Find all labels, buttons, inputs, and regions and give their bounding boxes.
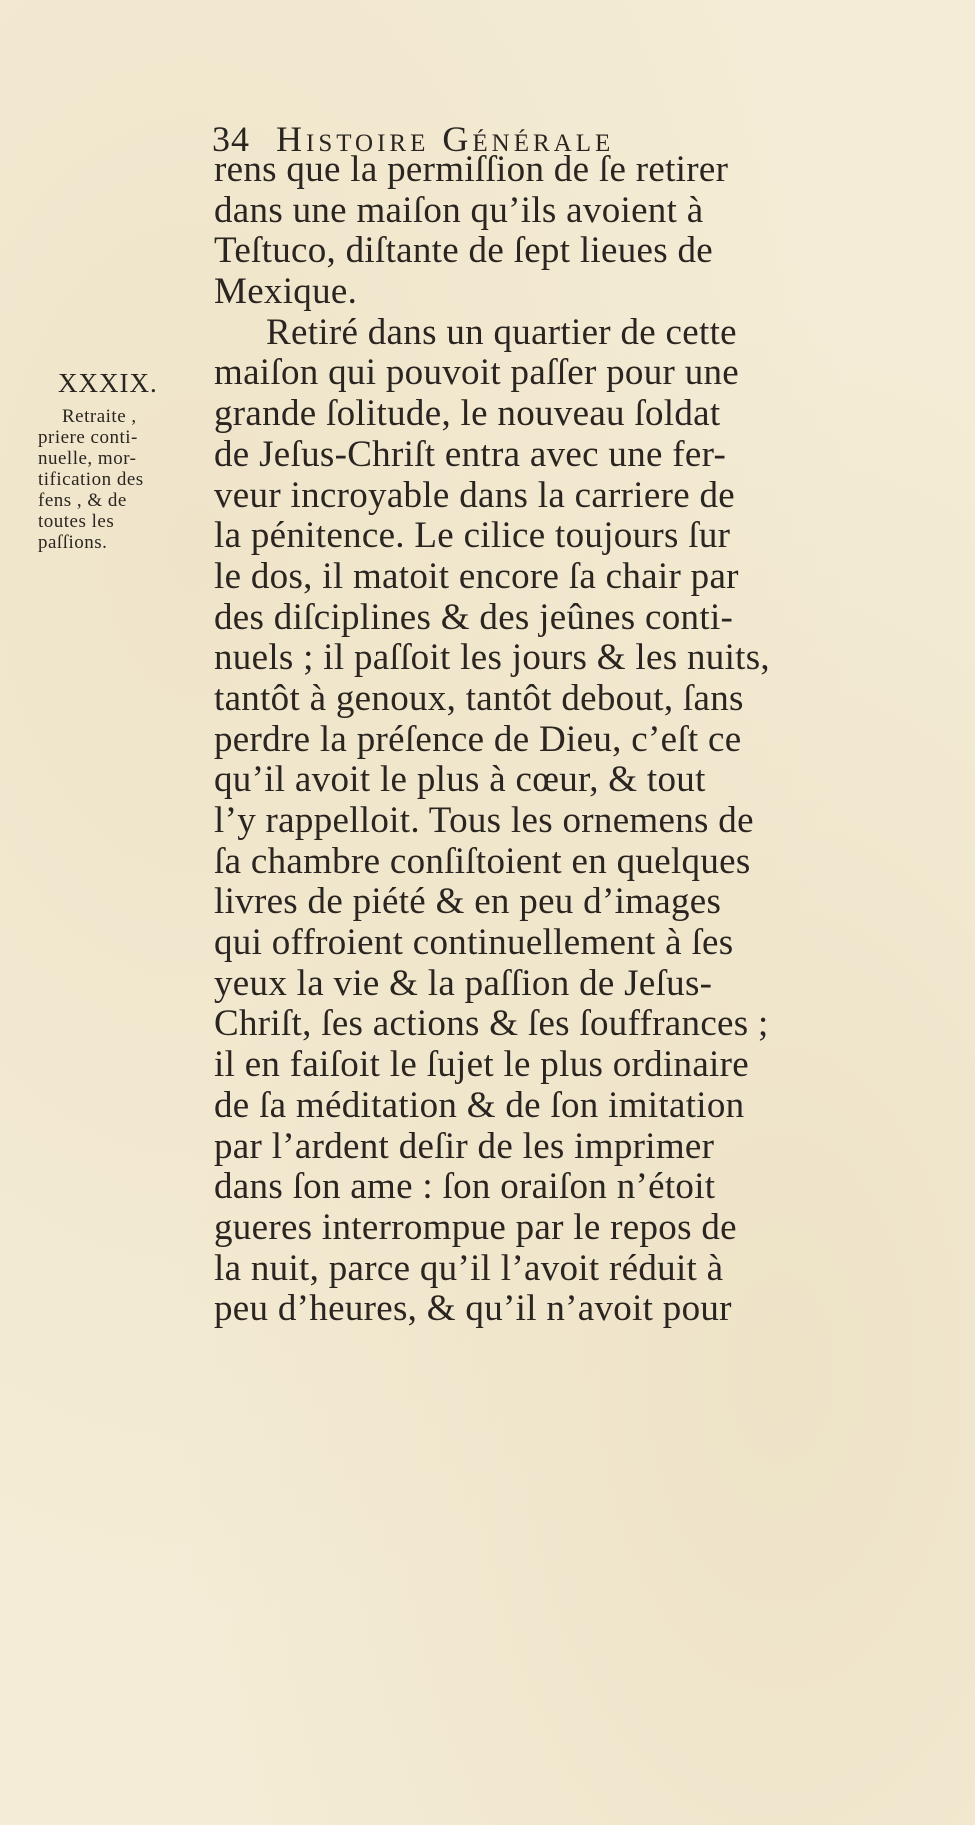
margin-note-line: priere conti-	[38, 427, 138, 448]
text-line: dans une maiſon qu’ils avoient à	[214, 189, 704, 231]
margin-column	[38, 366, 208, 553]
text-line: rens que la permiſſion de ſe retirer	[214, 149, 729, 190]
text-line: veur incroyable dans la carriere de	[214, 474, 736, 516]
text-line: tantôt à genoux, tantôt debout, ſans	[214, 677, 744, 719]
text-line: l’y rappelloit. Tous les ornemens de	[214, 800, 754, 841]
text-line: des diſciplines & des jeûnes conti-	[214, 596, 734, 638]
margin-note-line: nuelle, mor-	[38, 448, 137, 469]
text-line: ſa chambre conſiſtoient en quelques	[214, 840, 751, 882]
text-line: Mexique.	[214, 271, 358, 313]
margin-note-line: paſſions.	[38, 532, 108, 553]
text-line: maiſon qui pouvoit paſſer pour une	[214, 352, 740, 394]
text-line: par l’ardent deſir de les imprimer	[214, 1125, 715, 1167]
text-line: gueres interrompue par le repos de	[214, 1206, 737, 1248]
text-line: le dos, il matoit encore ſa chair par	[214, 555, 739, 597]
margin-note-line: tification des	[38, 469, 144, 490]
text-line: qu’il avoit le plus à cœur, & tout	[214, 759, 706, 801]
margin-note-line: fens , & de	[38, 490, 127, 511]
text-line: de ſa méditation & de ſon imitation	[214, 1084, 745, 1126]
text-line: il en faiſoit le ſujet le plus ordinaire	[214, 1044, 749, 1086]
text-line: Teſtuco, diſtante de ſept lieues de	[214, 230, 714, 272]
text-line: de Jeſus-Chriſt entra avec une fer-	[214, 433, 727, 475]
running-title: Histoire Générale	[276, 119, 615, 159]
text-line: perdre la préſence de Dieu, c’eſt ce	[214, 718, 742, 760]
margin-note-line: Retraite ,	[62, 406, 137, 427]
text-line: livres de piété & en peu d’images	[214, 881, 722, 923]
text-line: Retiré dans un quartier de cette	[266, 311, 737, 353]
text-line: peu d’heures, & qu’il n’avoit pour	[214, 1288, 732, 1330]
margin-note	[38, 406, 208, 553]
text-line: nuels ; il paſſoit les jours & les nuits,	[214, 637, 770, 679]
page-number: 34	[212, 119, 250, 159]
text-line: grande ſolitude, le nouveau ſoldat	[214, 393, 721, 435]
text-line: yeux la vie & la paſſion de Jeſus-	[214, 962, 713, 1004]
text-line: Chriſt, ſes actions & ſes ſouffrances ;	[214, 1003, 769, 1045]
margin-note-line: toutes les	[38, 511, 115, 532]
text-line: dans ſon ame : ſon oraiſon n’étoit	[214, 1166, 716, 1208]
text-line: la nuit, parce qu’il l’avoit réduit à	[214, 1247, 724, 1289]
body-text	[214, 150, 914, 1330]
text-line: la pénitence. Le cilice toujours ſur	[214, 515, 731, 557]
section-number: XXXIX.	[58, 368, 158, 398]
text-line: qui offroient continuellement à ſes	[214, 922, 734, 964]
